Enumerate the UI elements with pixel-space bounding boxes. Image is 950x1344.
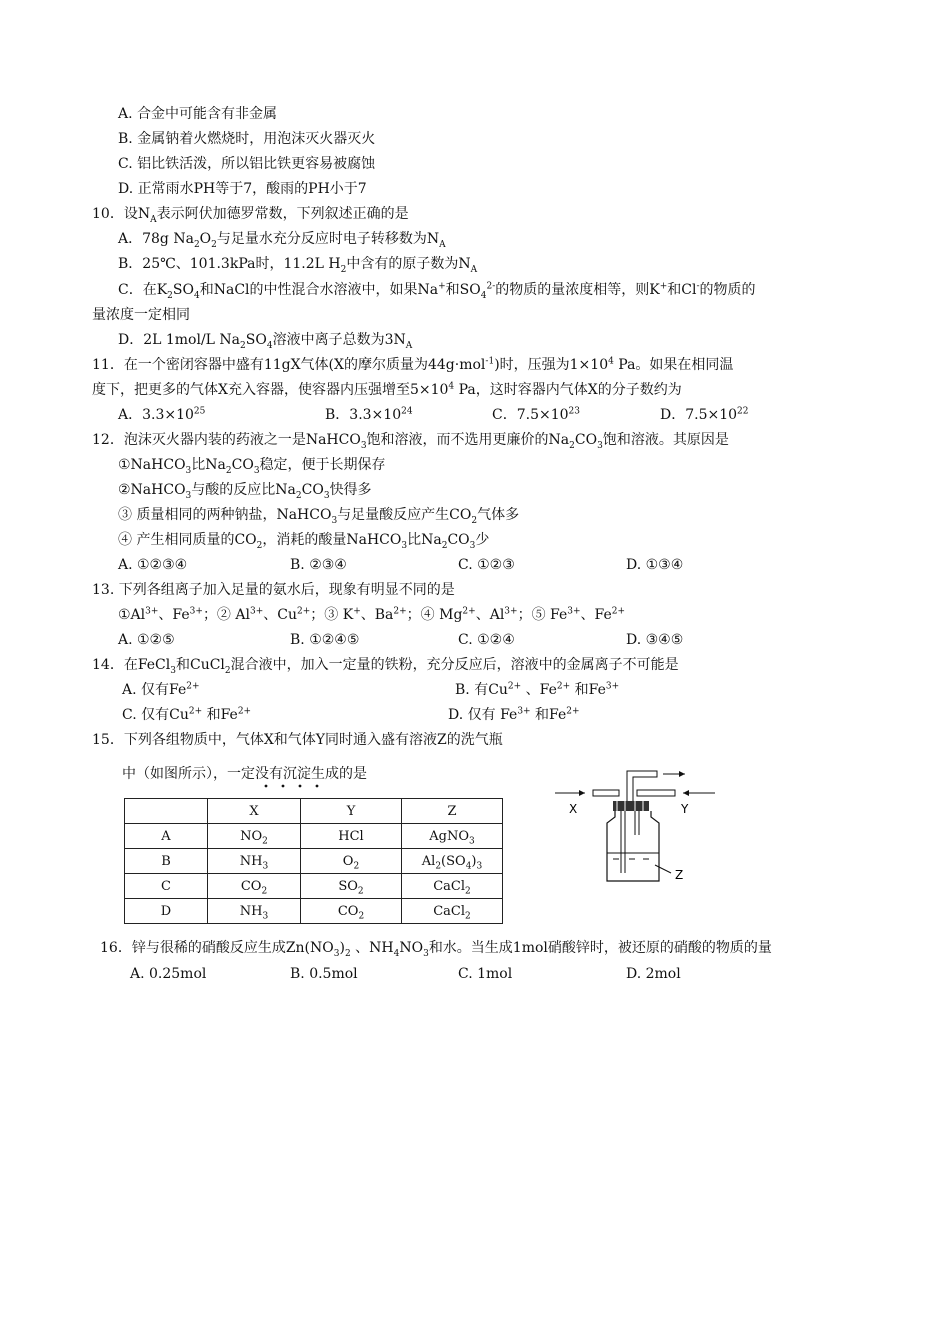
table-row: [125, 824, 503, 849]
q12-option-b: B. ②③④: [290, 557, 347, 573]
q10-option-b: B．25℃、101.3kPa时，11.2L $H_2$中含有的原子数为$N_A$: [118, 256, 478, 275]
label-z: Z: [675, 868, 684, 882]
cell-z: AgNO$_3$: [402, 824, 503, 849]
q12-option-a: A. ①②③④: [118, 557, 188, 573]
q10-option-c: C．在$K_2SO_4$和NaCl的中性混合水溶液中，如果Na+和$SO_4^{2-}$的物质的量浓度相等，则K+和Cl-的物质的: [118, 281, 756, 301]
table-header-cell: X: [208, 799, 301, 824]
q12-statement-2: ②NaHCO$_3$与酸的反应比$Na_2CO_3$快得多: [118, 482, 372, 501]
cell-x: $NO_2$: [208, 824, 301, 849]
q15-stem-cont: 中（如图所示），一定没有沉淀生成的是: [122, 766, 367, 782]
q11-option-a: A．$3.3\times 10^{25}$: [118, 406, 206, 423]
q14-option-c: C. 仅有$Cu^{2+}$ 和$Fe^{2+}$: [122, 706, 252, 723]
table-row: [125, 899, 503, 924]
row-label: B: [125, 849, 208, 874]
label-y: Y: [681, 802, 689, 816]
q13-stem: 13. 下列各组离子加入足量的氨水后，现象有明显不同的是: [92, 582, 455, 598]
q14-option-a: A. 仅有$Fe^{2+}$: [122, 681, 200, 698]
q12-option-c: C. ①②③: [458, 557, 515, 573]
q11-option-c: C．$7.5\times 10^{23}$: [492, 406, 580, 423]
table-header-cell: [125, 799, 208, 824]
table-header-cell: Z: [402, 799, 503, 824]
cell-y: $CO_2$: [301, 899, 402, 924]
q12-statement-1: ①NaHCO$_3$比$Na_2CO_3$稳定，便于长期保存: [118, 457, 386, 476]
q13-ion-groups: $①Al^{3+}$、$Fe^{3+}$；② $Al^{3+}$、$Cu^{2+}$；③ K+、$Ba^{2+}$；④ $Mg^{2+}$、$Al^{3+}$；⑤ $Fe^{3+}$、$Fe^{2+}$: [118, 606, 626, 623]
cell-y: HCl: [301, 824, 402, 849]
row-label: A: [125, 824, 208, 849]
table-header-row: [125, 799, 503, 824]
q15-options-table: [124, 798, 503, 924]
q12-statement-4: ④ 产生相同质量的$CO_2$，消耗的酸量NaHCO$_3$比$Na_2CO_3$少: [118, 532, 490, 551]
q14-option-d: D. 仅有 $Fe^{3+}$ 和$Fe^{2+}$: [448, 706, 580, 723]
q10-stem: 10．设$N_A$表示阿伏加德罗常数，下列叙述正确的是: [92, 206, 409, 225]
q11-stem-line2: 度下，把更多的气体X充入容器，使容器内压强增至$5\times 10^4$ Pa，这时容器内气体X的分子数约为: [92, 381, 682, 398]
table-row: [125, 874, 503, 899]
q13-option-d: D. ③④⑤: [626, 632, 684, 648]
gas-washing-bottle-figure: [555, 765, 725, 890]
cell-x: $CO_2$: [208, 874, 301, 899]
row-label: C: [125, 874, 208, 899]
q15-stem: 15．下列各组物质中，气体X和气体Y同时通入盛有溶液Z的洗气瓶: [92, 732, 503, 748]
q13-option-b: B. ①②④⑤: [290, 632, 360, 648]
stopper: [613, 801, 649, 811]
q9-option-d: D. 正常雨水PH等于7，酸雨的PH小于7: [118, 181, 367, 197]
q11-stem-line1: 11．在一个密闭容器中盛有11gX气体(X的摩尔质量为44g·mol$^{-1}$)时，压强为$1\times 10^4$ Pa。如果在相同温: [92, 356, 734, 373]
label-x: X: [569, 802, 578, 816]
row-label: D: [125, 899, 208, 924]
q12-stem: 12．泡沫灭火器内装的药液之一是NaHCO$_3$饱和溶液，而不选用更廉价的$Na_2CO_3$饱和溶液。其原因是: [92, 432, 729, 451]
q13-option-a: A. ①②⑤: [118, 632, 175, 648]
cell-z: $Al_2(SO_4)_3$: [402, 849, 503, 874]
cell-x: $NH_3$: [208, 899, 301, 924]
q14-option-b: B. 有$Cu^{2+}$ 、$Fe^{2+}$ 和$Fe^{3+}$: [455, 681, 620, 698]
q16-option-a: A. 0.25mol: [130, 966, 207, 982]
q10-option-d: D．2L 1mol/L $Na_2SO_4$溶液中离子总数为$3N_A$: [118, 332, 413, 351]
q11-option-b: B．$3.3\times 10^{24}$: [325, 406, 413, 423]
q9-option-a: A. 合金中可能含有非金属: [118, 106, 278, 122]
q12-statement-3: ③ 质量相同的两种钠盐，NaHCO$_3$与足量酸反应产生$CO_2$气体多: [118, 507, 520, 526]
cell-y: $O_2$: [301, 849, 402, 874]
q9-option-b: B. 金属钠着火燃烧时，用泡沫灭火器灭火: [118, 131, 376, 147]
bottle: [607, 811, 659, 881]
q16-option-b: B. 0.5mol: [290, 966, 358, 982]
q16-stem: 16．锌与很稀的硝酸反应生成$Zn(NO_3)_2$ 、$NH_4NO_3$和水。当生成1mol硝酸锌时，被还原的硝酸的物质的量: [100, 940, 772, 959]
q12-option-d: D. ①③④: [626, 557, 684, 573]
q10-option-a: A．78g $Na_2O_2$与足量水充分反应时电子转移数为$N_A$: [118, 231, 446, 250]
q16-option-c: C. 1mol: [458, 966, 513, 982]
q16-option-d: D. 2mol: [626, 966, 681, 982]
table-header-cell: Y: [301, 799, 402, 824]
table-row: [125, 849, 503, 874]
q9-option-c: C. 铝比铁活泼，所以铝比铁更容易被腐蚀: [118, 156, 376, 172]
cell-y: $SO_2$: [301, 874, 402, 899]
cell-z: CaCl$_2$: [402, 899, 503, 924]
q10-option-c-cont: 量浓度一定相同: [92, 307, 190, 323]
q13-option-c: C. ①②④: [458, 632, 515, 648]
q11-option-d: D．$7.5\times 10^{22}$: [660, 406, 749, 423]
cell-x: $NH_3$: [208, 849, 301, 874]
q14-stem: 14．在FeCl$_3$和CuCl$_2$混合液中，加入一定量的铁粉，充分反应后，溶液中的金属离子不可能是: [92, 657, 679, 676]
cell-z: CaCl$_2$: [402, 874, 503, 899]
